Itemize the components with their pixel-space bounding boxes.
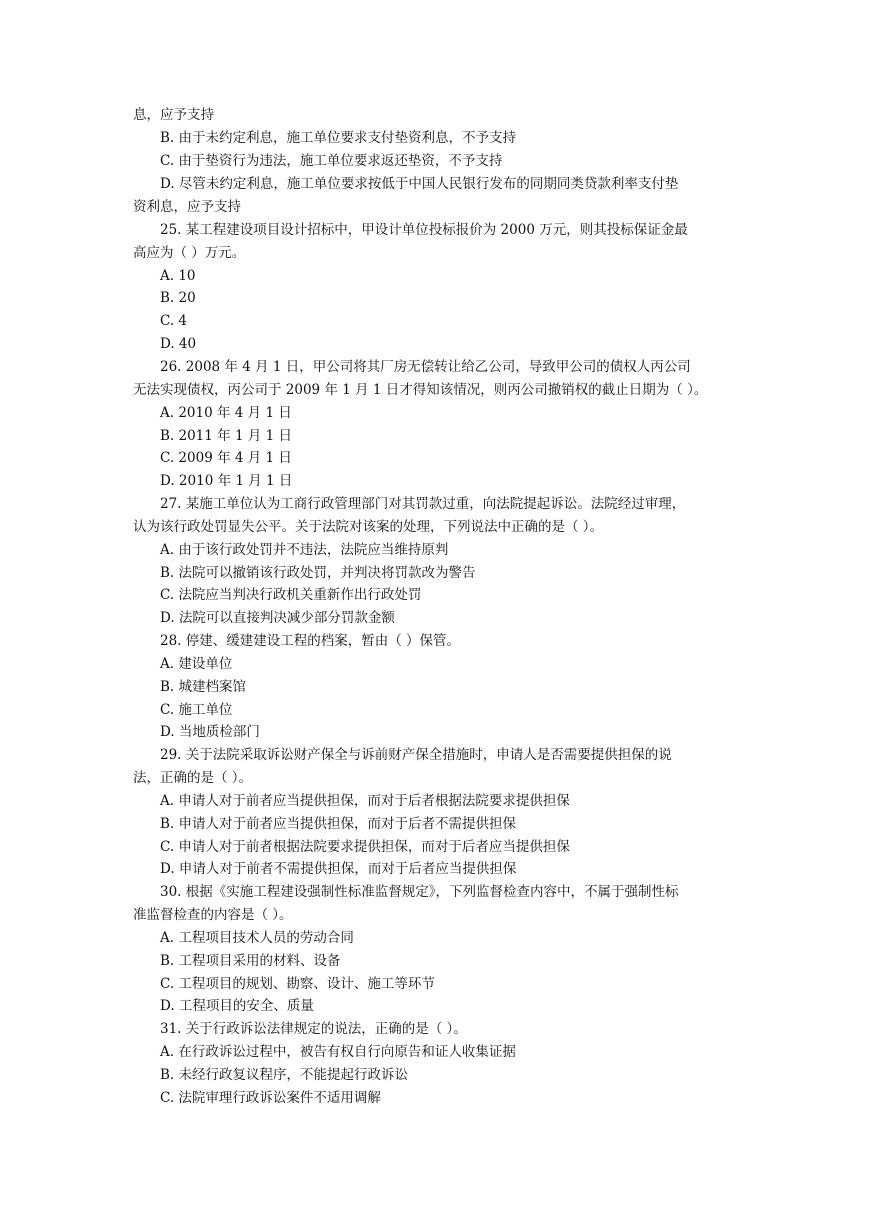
text-line: 认为该行政处罚显失公平。关于法院对该案的处理，下列说法中正确的是（ ）。	[133, 519, 604, 535]
text-line: 高应为（ ）万元。	[133, 245, 246, 261]
option-a: A. 工程项目技术人员的劳动合同	[160, 930, 354, 946]
text-line: 准监督检查的内容是（ ）。	[133, 907, 293, 923]
option-c: C. 由于垫资行为违法，施工单位要求返还垫资，不予支持	[160, 153, 503, 169]
option-c: C. 申请人对于前者根据法院要求提供担保，而对于后者应当提供担保	[160, 839, 570, 855]
option-b: B. 城建档案馆	[160, 679, 247, 695]
option-b: B. 未经行政复议程序，不能提起行政诉讼	[160, 1067, 409, 1083]
option-b: B. 法院可以撤销该行政处罚，并判决将罚款改为警告	[160, 565, 476, 581]
option-d: D. 2010 年 1 月 1 日	[160, 473, 293, 489]
option-a: A. 2010 年 4 月 1 日	[160, 405, 292, 421]
option-a: A. 由于该行政处罚并不违法，法院应当维持原判	[160, 542, 449, 558]
text-line: 法，正确的是（ ）。	[133, 770, 253, 786]
option-c: C. 施工单位	[160, 702, 233, 718]
option-d: D. 法院可以直接判决减少部分罚款金额	[160, 610, 395, 626]
option-c: C. 工程项目的规划、勘察、设计、施工等环节	[160, 976, 435, 992]
option-d: D. 工程项目的安全、质量	[160, 998, 314, 1014]
option-b: B. 工程项目采用的材料、设备	[160, 953, 341, 969]
text-line: 资利息，应予支持	[133, 199, 241, 215]
option-a: A. 在行政诉讼过程中，被告有权自行向原告和证人收集证据	[160, 1044, 516, 1060]
question-26: 26. 2008 年 4 月 1 日，甲公司将其厂房无偿转让给乙公司，导致甲公司的债权人丙公司	[160, 359, 691, 375]
option-a: A. 10	[160, 268, 196, 284]
option-b: B. 由于未约定利息，施工单位要求支付垫资利息，不予支持	[160, 130, 517, 146]
option-d: D. 尽管未约定利息，施工单位要求按低于中国人民银行发布的同期同类贷款利率支付垫	[160, 176, 679, 192]
text-line: 息，应予支持	[133, 107, 214, 123]
option-b: B. 20	[160, 290, 196, 306]
option-d: D. 40	[160, 336, 197, 352]
question-28: 28. 停建、缓建建设工程的档案，暂由（ ）保管。	[160, 633, 461, 649]
option-d: D. 申请人对于前者不需提供担保，而对于后者应当提供担保	[160, 861, 517, 877]
question-29: 29. 关于法院采取诉讼财产保全与诉前财产保全措施时，申请人是否需要提供担保的说	[160, 747, 672, 763]
option-c: C. 4	[160, 313, 188, 329]
question-25: 25. 某工程建设项目设计招标中，甲设计单位投标报价为 2000 万元，则其投标保证金最	[160, 222, 688, 238]
option-d: D. 当地质检部门	[160, 724, 260, 740]
option-a: A. 申请人对于前者应当提供担保，而对于后者根据法院要求提供担保	[160, 793, 570, 809]
question-30: 30. 根据《实施工程建设强制性标准监督规定》，下列监督检查内容中，不属于强制性标	[160, 884, 679, 900]
option-c: C. 法院应当判决行政机关重新作出行政处罚	[160, 587, 422, 603]
question-27: 27. 某施工单位认为工商行政管理部门对其罚款过重，向法院提起诉讼。法院经过审理，	[160, 496, 686, 512]
option-b: B. 2011 年 1 月 1 日	[160, 428, 292, 444]
option-c: C. 法院审理行政诉讼案件不适用调解	[160, 1090, 381, 1106]
option-c: C. 2009 年 4 月 1 日	[160, 450, 292, 466]
option-a: A. 建设单位	[160, 656, 233, 672]
text-line: 无法实现债权，丙公司于 2009 年 1 月 1 日才得知该情况，则丙公司撤销权的截止日期为（ ）。	[133, 382, 708, 398]
option-b: B. 申请人对于前者应当提供担保，而对于后者不需提供担保	[160, 816, 517, 832]
question-31: 31. 关于行政诉讼法律规定的说法，正确的是（ ）。	[160, 1021, 467, 1037]
